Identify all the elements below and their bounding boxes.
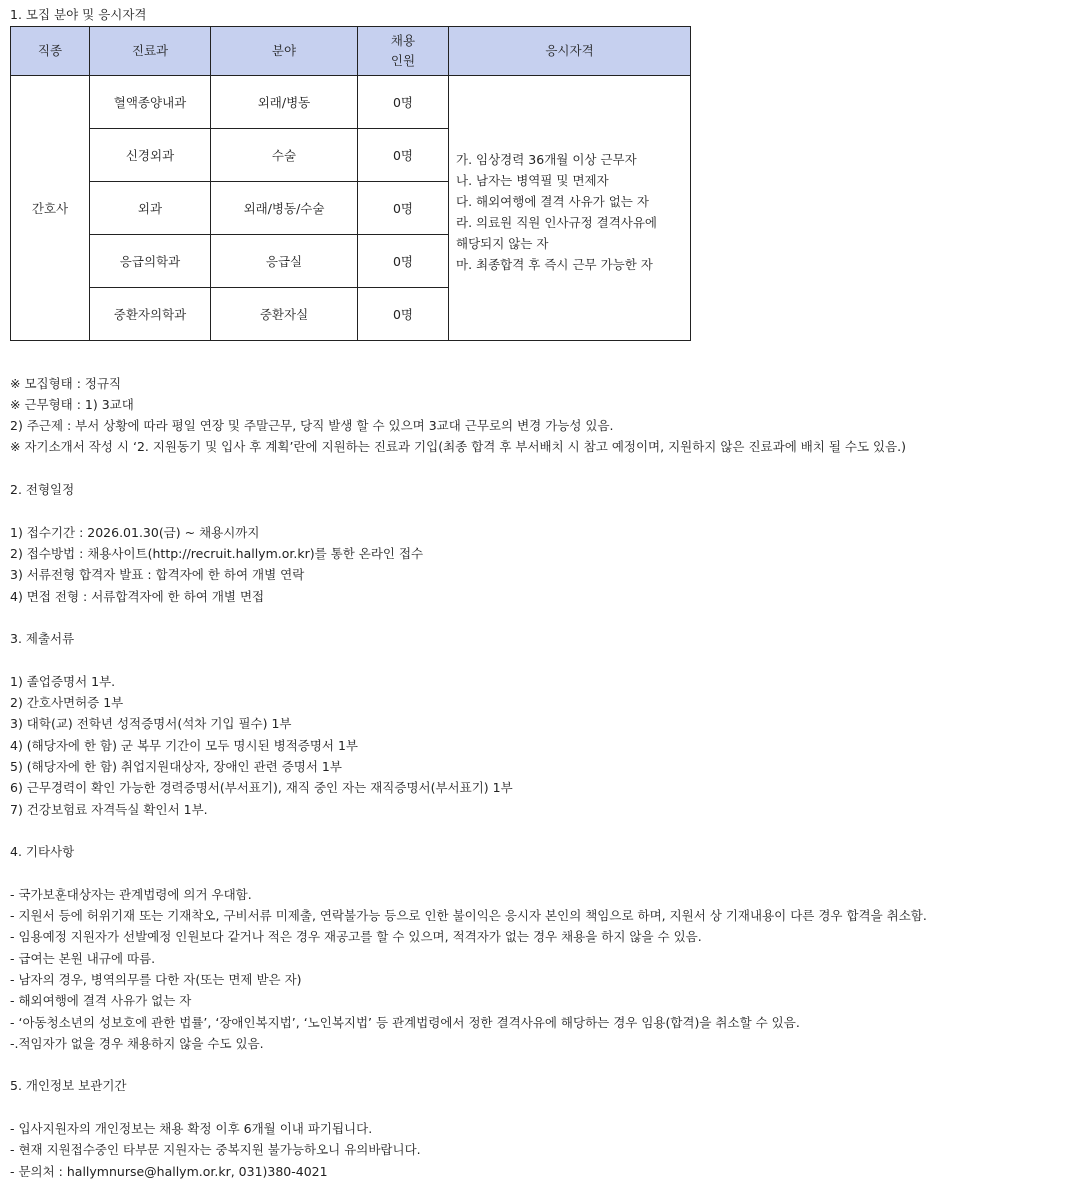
list-item: - 국가보훈대상자는 관계법령에 의거 우대함. bbox=[10, 886, 252, 902]
count-cell: 0명 bbox=[358, 288, 449, 341]
header-dept: 진료과 bbox=[90, 27, 211, 76]
section-title: 4. 기타사항 bbox=[10, 844, 75, 860]
list-item: - 해외여행에 결격 사유가 없는 자 bbox=[10, 993, 192, 1009]
header-hire-count bbox=[358, 27, 449, 76]
qualification-item: 다. 해외여행에 결격 사유가 없는 자 bbox=[456, 194, 649, 210]
header-job: 직종 bbox=[11, 27, 90, 76]
header-qualification: 응시자격 bbox=[449, 27, 691, 76]
list-item: - ‘아동청소년의 성보호에 관한 법률’, ‘장애인복지법’, ‘노인복지법’ 등 관계법령에서 정한 결격사유에 해당하는 경우 임용(합격)을 취소할 수 있음. bbox=[10, 1014, 800, 1030]
recruitment-table bbox=[10, 26, 691, 341]
note-line: ※ 자기소개서 작성 시 ‘2. 지원동기 및 입사 후 계획’란에 지원하는 진료과 기입(최종 합격 후 부서배치 시 참고 예정이며, 지원하지 않은 진료과에 배치 될 수도 있음.) bbox=[10, 439, 907, 455]
dept-cell: 응급의학과 bbox=[90, 235, 211, 288]
field-cell: 응급실 bbox=[211, 235, 358, 288]
field-cell: 외래/병동 bbox=[211, 76, 358, 129]
list-item: 1) 접수기간 : 2026.01.30(금) ~ 채용시까지 bbox=[10, 524, 260, 540]
section-title: 3. 제출서류 bbox=[10, 631, 75, 647]
qualification-item: 마. 최종합격 후 즉시 근무 가능한 자 bbox=[456, 257, 653, 273]
list-item: 4) (해당자에 한 함) 군 복무 기간이 모두 명시된 병적증명서 1부 bbox=[10, 737, 358, 753]
table-row bbox=[11, 76, 691, 129]
dept-cell: 신경외과 bbox=[90, 129, 211, 182]
note-line: 2) 주근제 : 부서 상황에 따라 평일 연장 및 주말근무, 당직 발생 할 수 있으며 3교대 근무로의 변경 가능성 있음. bbox=[10, 418, 614, 434]
qualification-item: 나. 남자는 병역필 및 면제자 bbox=[456, 173, 609, 189]
list-item: 6) 근무경력이 확인 가능한 경력증명서(부서표기), 재직 중인 자는 재직증명서(부서표기) 1부 bbox=[10, 780, 513, 796]
qualification-item: 가. 임상경력 36개월 이상 근무자 bbox=[456, 152, 637, 168]
list-item: -.적임자가 없을 경우 채용하지 않을 수도 있음. bbox=[10, 1035, 264, 1051]
list-item: - 남자의 경우, 병역의무를 다한 자(또는 면제 받은 자) bbox=[10, 971, 302, 987]
count-cell: 0명 bbox=[358, 235, 449, 288]
dept-cell: 중환자의학과 bbox=[90, 288, 211, 341]
note-line: ※ 모집형태 : 정규직 bbox=[10, 375, 122, 391]
job-type-cell: 간호사 bbox=[11, 76, 90, 341]
list-item: 2) 접수방법 : 채용사이트(http://recruit.hallym.or.kr)를 통한 온라인 접수 bbox=[10, 545, 424, 561]
list-item: - 임용예정 지원자가 선발예정 인원보다 같거나 적은 경우 재공고를 할 수 있으며, 적격자가 없는 경우 채용을 하지 않을 수 있음. bbox=[10, 929, 702, 945]
header-hire-line1: 채용 bbox=[390, 33, 416, 49]
list-item: - 입사지원자의 개인정보는 채용 확정 이후 6개월 이내 파기됩니다. bbox=[10, 1120, 373, 1136]
qualification-item: 라. 의료원 직원 인사규정 결격사유에 bbox=[456, 215, 657, 231]
list-item: - 급여는 본원 내규에 따름. bbox=[10, 950, 156, 966]
list-item: - 지원서 등에 허위기재 또는 기재착오, 구비서류 미제출, 연락불가능 등으로 인한 불이익은 응시자 본인의 책임으로 하며, 지원서 상 기재내용이 다른 경우 합격을 취소함. bbox=[10, 908, 927, 924]
header-field: 분야 bbox=[211, 27, 358, 76]
count-cell: 0명 bbox=[358, 182, 449, 235]
section-title: 2. 전형일정 bbox=[10, 482, 75, 498]
dept-cell: 혈액종양내과 bbox=[90, 76, 211, 129]
dept-cell: 외과 bbox=[90, 182, 211, 235]
list-item: 1) 졸업증명서 1부. bbox=[10, 673, 116, 689]
list-item: 5) (해당자에 한 함) 취업지원대상자, 장애인 관련 증명서 1부 bbox=[10, 758, 342, 774]
list-item: - 현재 지원접수중인 타부문 지원자는 중복지원 불가능하오니 유의바랍니다. bbox=[10, 1142, 421, 1158]
header-hire-line2: 인원 bbox=[390, 53, 416, 69]
recruitment-notice bbox=[10, 4, 1076, 1182]
field-cell: 중환자실 bbox=[211, 288, 358, 341]
qualification-cell bbox=[449, 76, 691, 341]
count-cell: 0명 bbox=[358, 129, 449, 182]
field-cell: 외래/병동/수술 bbox=[211, 182, 358, 235]
list-item: 3) 서류전형 합격자 발표 : 합격자에 한 하여 개별 연락 bbox=[10, 567, 305, 583]
table-header-row bbox=[11, 27, 691, 76]
section-title: 1. 모집 분야 및 응시자격 bbox=[10, 7, 147, 22]
contact-line: - 문의처 : hallymnurse@hallym.or.kr, 031)380-4021 bbox=[10, 1163, 328, 1179]
list-item: 3) 대학(교) 전학년 성적증명서(석차 기입 필수) 1부 bbox=[10, 716, 292, 732]
list-item: 4) 면접 전형 : 서류합격자에 한 하여 개별 면접 bbox=[10, 588, 265, 604]
note-line: ※ 근무형태 : 1) 3교대 bbox=[10, 396, 134, 412]
list-item: 7) 건강보험료 자격득실 확인서 1부. bbox=[10, 801, 208, 817]
field-cell: 수술 bbox=[211, 129, 358, 182]
count-cell: 0명 bbox=[358, 76, 449, 129]
section-title: 5. 개인정보 보관기간 bbox=[10, 1078, 127, 1094]
list-item: 2) 간호사면허증 1부 bbox=[10, 695, 124, 711]
qualification-item: 해당되지 않는 자 bbox=[456, 236, 549, 252]
